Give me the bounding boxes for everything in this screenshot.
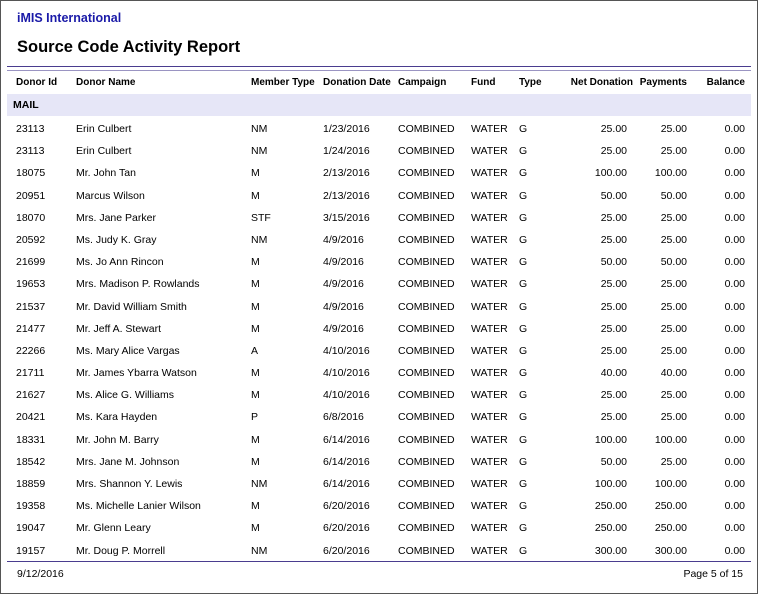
cell-donor-id: 21711 — [16, 367, 45, 380]
table-row — [7, 362, 751, 384]
cell-fund: WATER — [471, 433, 508, 446]
cell-donation-date: 2/13/2016 — [323, 189, 370, 202]
table-row — [7, 406, 751, 428]
cell-donor-id: 21537 — [16, 300, 46, 313]
cell-balance: 0.00 — [724, 367, 745, 380]
cell-type: G — [519, 189, 528, 202]
table-row — [7, 251, 751, 273]
cell-type: G — [519, 544, 528, 557]
cell-type: G — [519, 211, 528, 224]
col-donor-name: Donor Name — [76, 77, 136, 88]
header-rule — [7, 66, 751, 67]
cell-balance: 0.00 — [724, 300, 745, 313]
cell-balance: 0.00 — [724, 544, 745, 557]
cell-donor-id: 19358 — [16, 500, 46, 513]
cell-type: G — [519, 233, 528, 246]
cell-type: G — [519, 389, 528, 402]
cell-balance: 0.00 — [724, 411, 745, 424]
cell-donor-name: Mr. Glenn Leary — [76, 522, 151, 535]
col-net-donation: Net Donation — [570, 77, 633, 88]
report-title: Source Code Activity Report — [17, 38, 241, 56]
cell-balance: 0.00 — [724, 478, 745, 490]
cell-balance: 0.00 — [724, 433, 745, 446]
cell-member-type: M — [251, 189, 260, 202]
cell-payments: 25.00 — [660, 145, 687, 158]
cell-donor-id: 19047 — [16, 522, 46, 535]
cell-member-type: M — [251, 322, 260, 335]
table-row — [7, 185, 751, 207]
cell-donation-date: 6/20/2016 — [323, 522, 370, 535]
col-member-type: Member Type — [251, 77, 315, 88]
cell-campaign: COMBINED — [398, 411, 455, 424]
cell-payments: 300.00 — [654, 544, 687, 557]
cell-donor-id: 18542 — [16, 455, 46, 468]
cell-net-donation: 25.00 — [600, 344, 627, 357]
cell-donor-id: 20592 — [16, 233, 46, 246]
table-row — [7, 207, 751, 229]
cell-fund: WATER — [471, 389, 508, 402]
cell-balance: 0.00 — [724, 278, 745, 291]
cell-campaign: COMBINED — [398, 522, 455, 535]
organization-name: iMIS International — [17, 11, 122, 25]
cell-donor-id: 18859 — [16, 478, 46, 490]
cell-net-donation: 100.00 — [594, 167, 627, 180]
cell-donation-date: 4/10/2016 — [323, 389, 370, 402]
cell-payments: 25.00 — [660, 455, 687, 468]
cell-donor-name: Ms. Jo Ann Rincon — [76, 256, 164, 269]
cell-donor-name: Mr. Jeff A. Stewart — [76, 322, 162, 335]
cell-donor-id: 20951 — [16, 189, 46, 202]
cell-donation-date: 4/9/2016 — [323, 322, 364, 335]
cell-fund: WATER — [471, 478, 508, 490]
cell-member-type: A — [251, 344, 259, 357]
cell-fund: WATER — [471, 167, 508, 180]
cell-donor-id: 23113 — [16, 145, 45, 158]
cell-member-type: NM — [251, 123, 268, 135]
cell-fund: WATER — [471, 544, 508, 557]
cell-fund: WATER — [471, 500, 508, 513]
cell-net-donation: 40.00 — [600, 367, 627, 380]
cell-donation-date: 3/15/2016 — [323, 211, 370, 224]
cell-net-donation: 300.00 — [594, 544, 627, 557]
cell-type: G — [519, 344, 528, 357]
cell-type: G — [519, 300, 528, 313]
cell-donor-id: 19653 — [16, 278, 46, 291]
cell-member-type: M — [251, 522, 260, 535]
col-donation-date: Donation Date — [323, 77, 391, 88]
table-row — [7, 540, 751, 562]
cell-donor-id: 18075 — [16, 167, 46, 180]
table-row — [7, 162, 751, 184]
cell-net-donation: 25.00 — [600, 211, 627, 224]
cell-fund: WATER — [471, 233, 508, 246]
cell-donation-date: 6/14/2016 — [323, 478, 370, 490]
col-campaign: Campaign — [398, 77, 447, 88]
cell-fund: WATER — [471, 300, 508, 313]
report-rows — [7, 118, 751, 562]
cell-balance: 0.00 — [724, 256, 745, 269]
cell-net-donation: 25.00 — [600, 322, 627, 335]
table-row — [7, 118, 751, 140]
cell-payments: 50.00 — [660, 189, 687, 202]
cell-fund: WATER — [471, 455, 508, 468]
cell-donation-date: 6/20/2016 — [323, 500, 370, 513]
cell-member-type: M — [251, 278, 260, 291]
cell-balance: 0.00 — [724, 500, 745, 513]
table-row — [7, 495, 751, 517]
cell-campaign: COMBINED — [398, 455, 455, 468]
cell-campaign: COMBINED — [398, 211, 455, 224]
cell-donor-id: 21627 — [16, 389, 46, 402]
cell-type: G — [519, 367, 528, 380]
cell-donation-date: 1/24/2016 — [323, 145, 370, 158]
cell-type: G — [519, 455, 528, 468]
cell-donation-date: 4/10/2016 — [323, 344, 370, 357]
cell-net-donation: 25.00 — [600, 411, 627, 424]
cell-member-type: NM — [251, 145, 268, 158]
cell-donor-name: Mr. Doug P. Morrell — [76, 544, 166, 557]
cell-campaign: COMBINED — [398, 189, 455, 202]
cell-balance: 0.00 — [724, 189, 745, 202]
cell-donor-name: Mr. David William Smith — [76, 300, 187, 313]
cell-member-type: M — [251, 389, 260, 402]
cell-donor-id: 18331 — [16, 433, 46, 446]
cell-net-donation: 50.00 — [600, 455, 627, 468]
cell-type: G — [519, 322, 528, 335]
cell-donor-id: 21699 — [16, 256, 46, 269]
cell-campaign: COMBINED — [398, 300, 455, 313]
table-row — [7, 429, 751, 451]
cell-balance: 0.00 — [724, 522, 745, 535]
cell-member-type: M — [251, 367, 260, 380]
group-label: MAIL — [13, 99, 39, 111]
table-row — [7, 273, 751, 295]
table-row — [7, 384, 751, 406]
cell-fund: WATER — [471, 278, 508, 291]
cell-payments: 100.00 — [654, 433, 687, 446]
cell-campaign: COMBINED — [398, 433, 455, 446]
cell-donor-name: Mrs. Jane Parker — [76, 211, 156, 224]
cell-donor-name: Ms. Mary Alice Vargas — [76, 344, 180, 357]
cell-type: G — [519, 145, 528, 158]
col-fund: Fund — [471, 77, 496, 88]
cell-type: G — [519, 411, 528, 424]
cell-donor-name: Marcus Wilson — [76, 189, 145, 202]
cell-member-type: M — [251, 500, 260, 513]
cell-payments: 100.00 — [654, 478, 687, 490]
cell-payments: 50.00 — [660, 256, 687, 269]
cell-net-donation: 25.00 — [600, 233, 627, 246]
cell-net-donation: 100.00 — [594, 478, 627, 490]
cell-fund: WATER — [471, 145, 508, 158]
cell-fund: WATER — [471, 211, 508, 224]
cell-fund: WATER — [471, 344, 508, 357]
cell-type: G — [519, 478, 528, 490]
cell-fund: WATER — [471, 189, 508, 202]
cell-payments: 25.00 — [660, 411, 687, 424]
page-indicator: Page 5 of 15 — [683, 568, 743, 580]
cell-net-donation: 50.00 — [600, 189, 627, 202]
cell-donor-id: 20421 — [16, 411, 46, 424]
cell-member-type: NM — [251, 544, 268, 557]
cell-payments: 25.00 — [660, 344, 687, 357]
cell-campaign: COMBINED — [398, 123, 455, 135]
cell-type: G — [519, 256, 528, 269]
cell-donation-date: 6/8/2016 — [323, 411, 364, 424]
col-donor-id: Donor Id — [16, 77, 58, 88]
table-row — [7, 296, 751, 318]
col-payments: Payments — [639, 77, 687, 88]
cell-donor-id: 19157 — [16, 544, 46, 557]
cell-donation-date: 4/9/2016 — [323, 300, 364, 313]
cell-donation-date: 6/14/2016 — [323, 433, 370, 446]
cell-net-donation: 250.00 — [594, 522, 627, 535]
cell-donor-name: Mrs. Madison P. Rowlands — [76, 278, 200, 291]
col-balance: Balance — [706, 77, 745, 88]
cell-donation-date: 4/10/2016 — [323, 367, 370, 380]
cell-campaign: COMBINED — [398, 500, 455, 513]
cell-donor-name: Ms. Michelle Lanier Wilson — [76, 500, 201, 513]
cell-payments: 25.00 — [660, 123, 687, 135]
cell-payments: 25.00 — [660, 300, 687, 313]
cell-donor-name: Ms. Kara Hayden — [76, 411, 158, 424]
table-row — [7, 517, 751, 539]
cell-campaign: COMBINED — [398, 278, 455, 291]
cell-campaign: COMBINED — [398, 145, 455, 158]
table-row — [7, 229, 751, 251]
cell-balance: 0.00 — [724, 455, 745, 468]
cell-donor-id: 23113 — [16, 123, 45, 135]
cell-net-donation: 25.00 — [600, 145, 627, 158]
cell-balance: 0.00 — [724, 322, 745, 335]
cell-balance: 0.00 — [724, 145, 745, 158]
cell-type: G — [519, 522, 528, 535]
cell-member-type: NM — [251, 478, 268, 490]
cell-campaign: COMBINED — [398, 367, 455, 380]
cell-campaign: COMBINED — [398, 233, 455, 246]
cell-fund: WATER — [471, 123, 508, 135]
cell-member-type: M — [251, 433, 260, 446]
footer-rule — [7, 561, 751, 562]
col-type: Type — [519, 77, 542, 88]
cell-donor-name: Ms. Judy K. Gray — [76, 233, 157, 246]
cell-fund: WATER — [471, 256, 508, 269]
cell-member-type: NM — [251, 233, 268, 246]
cell-payments: 250.00 — [654, 500, 687, 513]
cell-campaign: COMBINED — [398, 344, 455, 357]
cell-member-type: P — [251, 411, 259, 424]
cell-member-type: STF — [251, 211, 271, 224]
cell-donor-name: Ms. Alice G. Williams — [76, 389, 175, 402]
cell-donor-name: Erin Culbert — [76, 123, 132, 135]
cell-net-donation: 100.00 — [594, 433, 627, 446]
cell-fund: WATER — [471, 322, 508, 335]
cell-payments: 100.00 — [654, 167, 687, 180]
cell-net-donation: 25.00 — [600, 278, 627, 291]
cell-balance: 0.00 — [724, 389, 745, 402]
cell-type: G — [519, 433, 528, 446]
cell-type: G — [519, 500, 528, 513]
cell-net-donation: 50.00 — [600, 256, 627, 269]
cell-campaign: COMBINED — [398, 256, 455, 269]
table-row — [7, 451, 751, 473]
cell-campaign: COMBINED — [398, 322, 455, 335]
cell-campaign: COMBINED — [398, 167, 455, 180]
cell-donor-name: Erin Culbert — [76, 145, 132, 158]
cell-payments: 25.00 — [660, 233, 687, 246]
cell-payments: 25.00 — [660, 211, 687, 224]
cell-donor-name: Mrs. Jane M. Johnson — [76, 455, 180, 468]
cell-donor-name: Mr. John Tan — [76, 167, 136, 180]
cell-net-donation: 25.00 — [600, 389, 627, 402]
cell-member-type: M — [251, 300, 260, 313]
cell-type: G — [519, 167, 528, 180]
cell-balance: 0.00 — [724, 167, 745, 180]
cell-type: G — [519, 278, 528, 291]
cell-donor-name: Mrs. Shannon Y. Lewis — [76, 478, 183, 490]
cell-donation-date: 6/20/2016 — [323, 544, 370, 557]
cell-donation-date: 1/23/2016 — [323, 123, 370, 135]
cell-campaign: COMBINED — [398, 478, 455, 490]
cell-net-donation: 25.00 — [600, 300, 627, 313]
table-row — [7, 318, 751, 340]
cell-fund: WATER — [471, 411, 508, 424]
cell-donation-date: 4/9/2016 — [323, 233, 364, 246]
group-band-mail — [7, 94, 751, 116]
cell-net-donation: 25.00 — [600, 123, 627, 135]
table-row — [7, 473, 751, 495]
cell-donation-date: 4/9/2016 — [323, 278, 364, 291]
table-row — [7, 340, 751, 362]
cell-campaign: COMBINED — [398, 389, 455, 402]
cell-donation-date: 2/13/2016 — [323, 167, 370, 180]
cell-member-type: M — [251, 256, 260, 269]
cell-member-type: M — [251, 455, 260, 468]
cell-donor-name: Mr. James Ybarra Watson — [76, 367, 197, 380]
print-date: 9/12/2016 — [17, 568, 64, 580]
cell-type: G — [519, 123, 528, 135]
cell-campaign: COMBINED — [398, 544, 455, 557]
column-header-row — [7, 71, 751, 93]
cell-donation-date: 4/9/2016 — [323, 256, 364, 269]
cell-payments: 40.00 — [660, 367, 687, 380]
cell-donor-id: 18070 — [16, 211, 46, 224]
cell-net-donation: 250.00 — [594, 500, 627, 513]
cell-balance: 0.00 — [724, 211, 745, 224]
cell-payments: 25.00 — [660, 278, 687, 291]
cell-donor-id: 22266 — [16, 344, 46, 357]
table-row — [7, 140, 751, 162]
cell-donor-id: 21477 — [16, 322, 46, 335]
cell-balance: 0.00 — [724, 344, 745, 357]
cell-fund: WATER — [471, 367, 508, 380]
cell-fund: WATER — [471, 522, 508, 535]
cell-donation-date: 6/14/2016 — [323, 455, 370, 468]
cell-payments: 25.00 — [660, 322, 687, 335]
cell-payments: 250.00 — [654, 522, 687, 535]
cell-payments: 25.00 — [660, 389, 687, 402]
cell-balance: 0.00 — [724, 123, 745, 135]
cell-donor-name: Mr. John M. Barry — [76, 433, 159, 446]
cell-member-type: M — [251, 167, 260, 180]
cell-balance: 0.00 — [724, 233, 745, 246]
